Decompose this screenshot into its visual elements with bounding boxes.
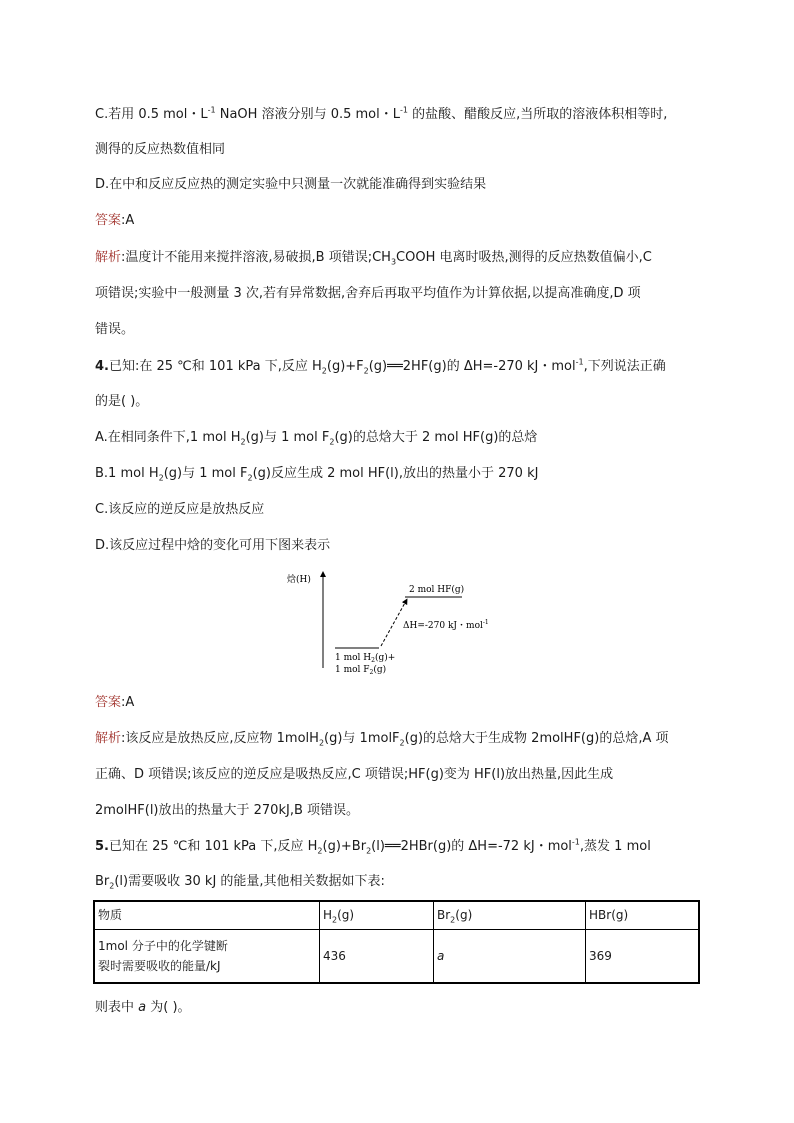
header-hbr: HBr(g) bbox=[586, 901, 700, 929]
q4-answer: 答案:A bbox=[95, 695, 135, 710]
q5-stem: 5.已知在 25 ℃和 101 kPa 下,反应 $H_2(g)+Br_2(l)══2HBr(g)$的 ΔH=-72 kJ・mol$^{-1}$,蒸发 1 mol bbox=[95, 837, 651, 856]
answer-label: 答案 bbox=[95, 695, 122, 710]
table-header-row bbox=[94, 901, 699, 929]
q5-stem-cont: $Br_2(l)$需要吸收 30 kJ 的能量,其他相关数据如下表: bbox=[95, 874, 385, 891]
answer-label: 答案 bbox=[95, 213, 122, 228]
q4-option-b: B.1 mol $H_2(g)$与 1 mol $F_2(g)$反应生成 2 mol HF(l),放出的热量小于 270 kJ bbox=[95, 466, 539, 483]
q4-stem-cont: 的是( )。 bbox=[95, 394, 149, 409]
product-label: 2 mol HF(g) bbox=[409, 585, 465, 595]
q3-analysis-cont2: 错误。 bbox=[95, 322, 135, 337]
q4-option-d: D.该反应过程中焓的变化可用下图来表示 bbox=[95, 538, 331, 553]
q3-analysis: 解析:温度计不能用来搅拌溶液,易破损,B 项错误$;CH_3COOH$ 电离时吸热,测得的反应热数值偏小,C bbox=[95, 250, 652, 267]
reactant-label-1: 1 mol $H_2(g)+$ bbox=[335, 653, 396, 664]
delta-h-label: ΔH=-270 kJ・mol$^{-1}$ bbox=[403, 619, 489, 631]
table-row bbox=[94, 929, 699, 983]
q5-question: 则表中 a 为( )。 bbox=[95, 1000, 191, 1015]
header-substance: 物质 bbox=[94, 901, 320, 929]
bond-energy-table bbox=[93, 900, 700, 984]
analysis-label: 解析 bbox=[95, 731, 122, 746]
reactant-label-2: 1 mol $F_2(g)$ bbox=[335, 665, 387, 676]
header-h2: $H_2(g)$ bbox=[320, 901, 434, 929]
q4-stem: 4.已知:在 25 ℃和 101 kPa 下,反应 $H_2(g)+F_2(g)══2HF(g)$的 ΔH=-270 kJ・mol$^{-1}$,下列说法正确 bbox=[95, 357, 666, 376]
cell-hbr-value: 369 bbox=[586, 929, 700, 983]
q3-analysis-cont: 项错误;实验中一般测量 3 次,若有异常数据,舍弃后再取平均值作为计算依据,以提高准确度,D 项 bbox=[95, 286, 641, 301]
cell-br2-value: a bbox=[434, 929, 586, 983]
q4-analysis-cont2: 2molHF(l)放出的热量大于 270kJ,B 项错误。 bbox=[95, 803, 359, 818]
q3-option-d: D.在中和反应反应热的测定实验中只测量一次就能准确得到实验结果 bbox=[95, 177, 487, 192]
y-axis-label: 焓(H) bbox=[287, 575, 311, 585]
header-br2: $Br_2(g)$ bbox=[434, 901, 586, 929]
analysis-label: 解析 bbox=[95, 250, 122, 265]
row-label: 1mol 分子中的化学键断 裂时需要吸收的能量/kJ bbox=[94, 929, 320, 983]
q3-answer: 答案:A bbox=[95, 213, 135, 228]
q4-option-c: C.该反应的逆反应是放热反应 bbox=[95, 502, 265, 517]
enthalpy-diagram bbox=[287, 568, 517, 678]
q3-option-c-cont: 测得的反应热数值相同 bbox=[95, 142, 226, 157]
q4-option-a: A.在相同条件下,1 mol $H_2(g)$与 1 mol $F_2(g)$的总焓大于 2 mol HF(g)的总焓 bbox=[95, 430, 538, 447]
q3-option-c: C.若用 0.5 mol・$L^{-1}$ NaOH 溶液分别与 0.5 mol・$L^{-1}$ 的盐酸、醋酸反应,当所取的溶液体积相等时, bbox=[95, 105, 668, 122]
cell-h2-value: 436 bbox=[320, 929, 434, 983]
q4-analysis-cont: 正确、D 项错误;该反应的逆反应是吸热反应,C 项错误;HF(g)变为 HF(l)放出热量,因此生成 bbox=[95, 767, 614, 782]
q4-analysis: 解析:该反应是放热反应,反应物 1molH$_2$(g)与 1molF$_2$(g)的总焓大于生成物 2molHF(g)的总焓,A 项 bbox=[95, 731, 669, 748]
